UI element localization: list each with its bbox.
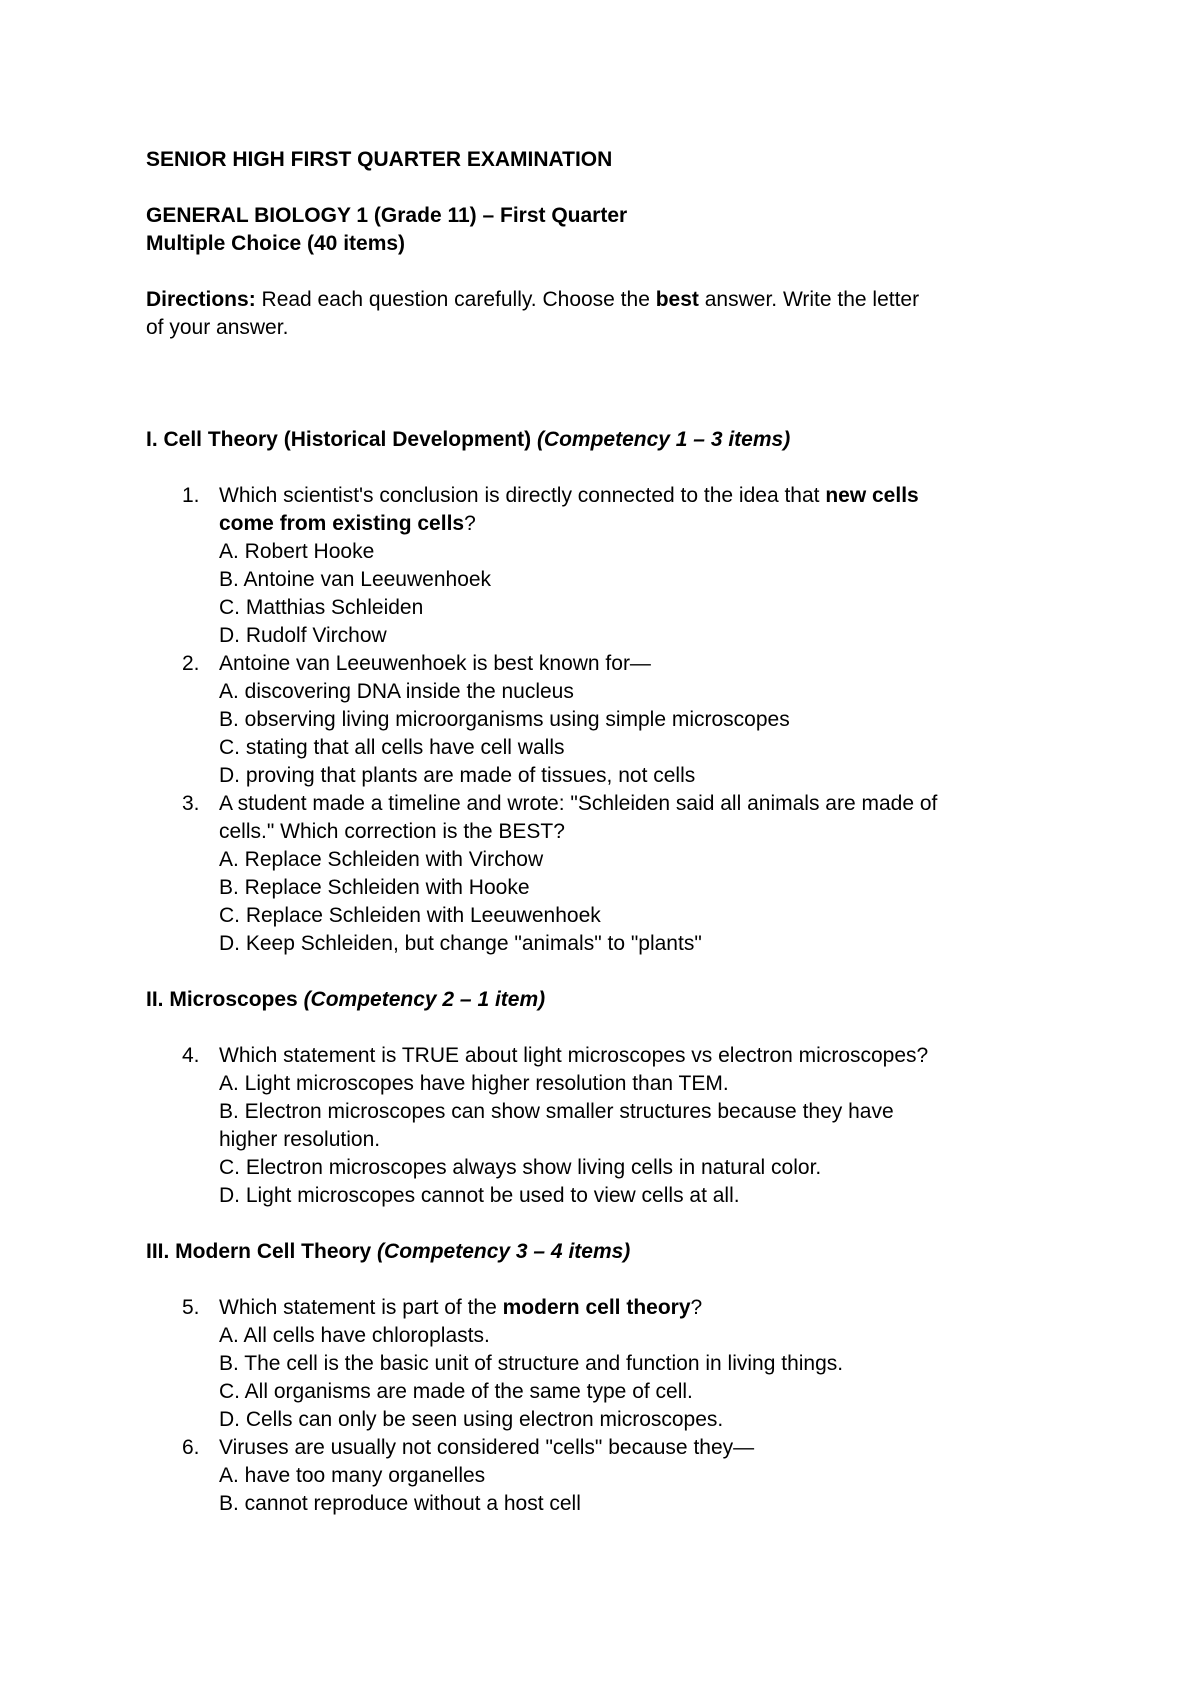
question-1 [146, 482, 1076, 650]
subject-line: GENERAL BIOLOGY 1 (Grade 11) – First Quarter [146, 204, 628, 227]
choice-b: B. Antoine van Leeuwenhoek [219, 568, 492, 591]
spacer [146, 958, 1076, 986]
section-title: III. Modern Cell Theory [146, 1240, 372, 1263]
choice-a: A. Light microscopes have higher resolution than TEM. [219, 1072, 729, 1095]
choice-d: D. Rudolf Virchow [219, 624, 387, 647]
question-text [219, 1294, 1076, 1322]
choice-a: A. discovering DNA inside the nucleus [219, 680, 574, 703]
question-5 [146, 1294, 1076, 1434]
choice-c: C. Electron microscopes always show living cells in natural color. [219, 1156, 822, 1179]
question-number: 3. [182, 792, 200, 815]
question-text-part: Which scientist's conclusion is directly connected to the idea that [219, 484, 826, 507]
section-heading [146, 986, 1076, 1014]
question-emphasis: come from existing cells [219, 512, 465, 535]
choice-d: D. Keep Schleiden, but change "animals" to "plants" [219, 932, 702, 955]
question-text [219, 510, 1076, 538]
section-competency: (Competency 3 – 4 items) [377, 1240, 631, 1263]
section-heading [146, 1238, 1076, 1266]
question-emphasis: modern cell theory [502, 1296, 691, 1319]
choice-c: C. stating that all cells have cell walls [219, 736, 565, 759]
section-title: II. Microscopes [146, 988, 298, 1011]
choice-a: A. Robert Hooke [219, 540, 375, 563]
question-text: A student made a timeline and wrote: "Schleiden said all animals are made of [219, 792, 938, 815]
choice-b: B. Electron microscopes can show smaller structures because they have [219, 1100, 894, 1123]
question-text-part: ? [690, 1296, 703, 1319]
choice-d: D. Light microscopes cannot be used to view cells at all. [219, 1184, 740, 1207]
question-text: Viruses are usually not considered "cells" because they— [219, 1436, 755, 1459]
question-number: 1. [182, 484, 200, 507]
choice-b: B. cannot reproduce without a host cell [219, 1492, 581, 1515]
choice-c: C. Matthias Schleiden [219, 596, 424, 619]
question-3 [146, 790, 1076, 958]
choice-c: C. Replace Schleiden with Leeuwenhoek [219, 904, 601, 927]
question-text: Antoine van Leeuwenhoek is best known for— [219, 652, 651, 675]
question-emphasis: new cells [825, 484, 919, 507]
directions-text: answer. Write the letter [698, 288, 920, 311]
choice-a: A. have too many organelles [219, 1464, 486, 1487]
choice-a: A. All cells have chloroplasts. [219, 1324, 490, 1347]
choice-b: B. The cell is the basic unit of structure and function in living things. [219, 1352, 844, 1375]
choice-b-continued: higher resolution. [219, 1128, 381, 1151]
directions-text: of your answer. [146, 316, 289, 339]
choice-d: D. proving that plants are made of tissues, not cells [219, 764, 696, 787]
question-text-part: Which statement is part of the [219, 1296, 503, 1319]
directions-label: Directions: [146, 288, 256, 311]
exam-page [146, 146, 1076, 1518]
section-heading [146, 426, 1076, 454]
question-number: 4. [182, 1044, 200, 1067]
section-competency: (Competency 2 – 1 item) [303, 988, 546, 1011]
choice-a: A. Replace Schleiden with Virchow [219, 848, 544, 871]
choice-b: B. observing living microorganisms using simple microscopes [219, 708, 790, 731]
spacer [146, 342, 1076, 426]
directions [146, 286, 1076, 342]
test-type: Multiple Choice (40 items) [146, 232, 406, 255]
spacer [146, 1210, 1076, 1238]
question-text-part: ? [464, 512, 476, 535]
question-2 [146, 650, 1076, 790]
question-number: 2. [182, 652, 200, 675]
section-competency: (Competency 1 – 3 items) [536, 428, 791, 451]
question-text: cells." Which correction is the BEST? [219, 820, 565, 843]
section-title: I. Cell Theory (Historical Development) [146, 428, 532, 451]
question-4 [146, 1042, 1076, 1210]
directions-text: Read each question carefully. Choose the [255, 288, 656, 311]
choice-d: D. Cells can only be seen using electron microscopes. [219, 1408, 724, 1431]
exam-title: SENIOR HIGH FIRST QUARTER EXAMINATION [146, 148, 613, 171]
choice-b: B. Replace Schleiden with Hooke [219, 876, 530, 899]
choice-c: C. All organisms are made of the same type of cell. [219, 1380, 693, 1403]
question-text: Which statement is TRUE about light microscopes vs electron microscopes? [219, 1044, 929, 1067]
directions-emphasis: best [655, 288, 699, 311]
spacer [146, 258, 1076, 286]
question-number: 6. [182, 1436, 200, 1459]
question-number: 5. [182, 1296, 200, 1319]
question-6 [146, 1434, 1076, 1518]
question-text [219, 482, 1076, 510]
